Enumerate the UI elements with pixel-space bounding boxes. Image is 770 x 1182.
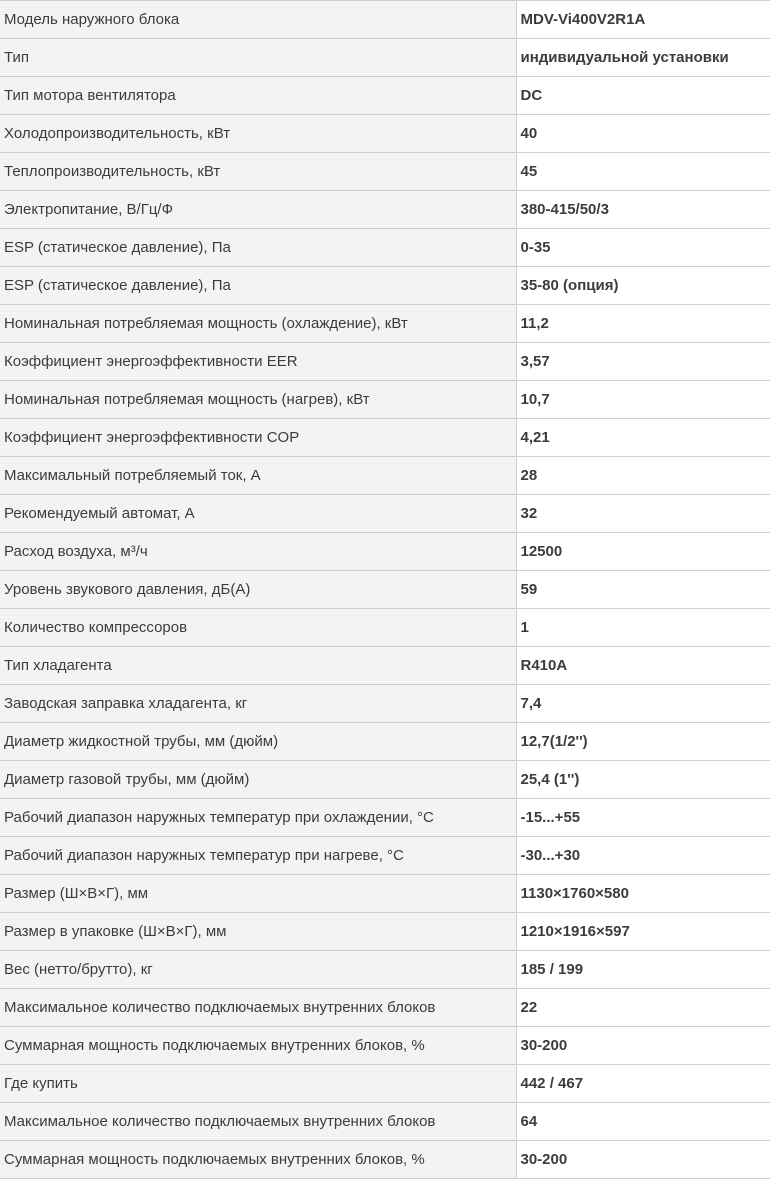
spec-label: Рекомендуемый автомат, А xyxy=(0,495,516,533)
spec-label: Суммарная мощность подключаемых внутренних блоков, % xyxy=(0,1027,516,1065)
spec-value: 12500 xyxy=(516,533,770,571)
spec-label: Уровень звукового давления, дБ(А) xyxy=(0,571,516,609)
spec-row xyxy=(0,381,770,419)
spec-label: Модель наружного блока xyxy=(0,1,516,39)
spec-label: Максимальное количество подключаемых внутренних блоков xyxy=(0,1103,516,1141)
spec-label: Тип xyxy=(0,39,516,77)
spec-row xyxy=(0,77,770,115)
spec-value: 4,21 xyxy=(516,419,770,457)
spec-value: 0-35 xyxy=(516,229,770,267)
spec-label: Холодопроизводительность, кВт xyxy=(0,115,516,153)
spec-label: Заводская заправка хладагента, кг xyxy=(0,685,516,723)
spec-label: ESP (статическое давление), Па xyxy=(0,267,516,305)
spec-value: 64 xyxy=(516,1103,770,1141)
spec-label: Тип мотора вентилятора xyxy=(0,77,516,115)
spec-value: 1130×1760×580 xyxy=(516,875,770,913)
spec-label: Теплопроизводительность, кВт xyxy=(0,153,516,191)
spec-value: 28 xyxy=(516,457,770,495)
spec-row xyxy=(0,533,770,571)
spec-label: Диаметр жидкостной трубы, мм (дюйм) xyxy=(0,723,516,761)
spec-value: 45 xyxy=(516,153,770,191)
spec-value: 40 xyxy=(516,115,770,153)
spec-label: Коэффициент энергоэффективности COP xyxy=(0,419,516,457)
spec-row xyxy=(0,1027,770,1065)
spec-value: 1210×1916×597 xyxy=(516,913,770,951)
spec-label: Диаметр газовой трубы, мм (дюйм) xyxy=(0,761,516,799)
spec-row xyxy=(0,685,770,723)
spec-value: 1 xyxy=(516,609,770,647)
spec-label: Рабочий диапазон наружных температур при нагреве, °С xyxy=(0,837,516,875)
spec-label: Количество компрессоров xyxy=(0,609,516,647)
spec-label: Коэффициент энергоэффективности EER xyxy=(0,343,516,381)
spec-value: 380-415/50/3 xyxy=(516,191,770,229)
spec-label: Суммарная мощность подключаемых внутренних блоков, % xyxy=(0,1141,516,1179)
spec-value: -30...+30 xyxy=(516,837,770,875)
spec-value: 25,4 (1'') xyxy=(516,761,770,799)
spec-value: 30-200 xyxy=(516,1141,770,1179)
spec-row xyxy=(0,1103,770,1141)
spec-value: R410A xyxy=(516,647,770,685)
spec-value: 32 xyxy=(516,495,770,533)
spec-row xyxy=(0,875,770,913)
spec-label: Номинальная потребляемая мощность (охлаждение), кВт xyxy=(0,305,516,343)
spec-row xyxy=(0,267,770,305)
spec-value: 3,57 xyxy=(516,343,770,381)
spec-row xyxy=(0,799,770,837)
spec-row xyxy=(0,153,770,191)
spec-label: Вес (нетто/брутто), кг xyxy=(0,951,516,989)
spec-label: Номинальная потребляемая мощность (нагрев), кВт xyxy=(0,381,516,419)
spec-value: индивидуальной установки xyxy=(516,39,770,77)
spec-label: Тип хладагента xyxy=(0,647,516,685)
spec-row xyxy=(0,609,770,647)
spec-value: -15...+55 xyxy=(516,799,770,837)
spec-value: 11,2 xyxy=(516,305,770,343)
spec-row xyxy=(0,305,770,343)
spec-value: 22 xyxy=(516,989,770,1027)
spec-label: Где купить xyxy=(0,1065,516,1103)
spec-table-body xyxy=(0,1,770,1179)
spec-value: 59 xyxy=(516,571,770,609)
spec-row xyxy=(0,647,770,685)
spec-row xyxy=(0,39,770,77)
spec-value: 185 / 199 xyxy=(516,951,770,989)
spec-value: 7,4 xyxy=(516,685,770,723)
spec-row xyxy=(0,723,770,761)
spec-value: DC xyxy=(516,77,770,115)
spec-value: 30-200 xyxy=(516,1027,770,1065)
spec-row xyxy=(0,951,770,989)
spec-row xyxy=(0,913,770,951)
spec-row xyxy=(0,495,770,533)
spec-label: Максимальный потребляемый ток, А xyxy=(0,457,516,495)
spec-row xyxy=(0,571,770,609)
spec-row xyxy=(0,1065,770,1103)
spec-label: Размер (Ш×В×Г), мм xyxy=(0,875,516,913)
spec-label: Электропитание, В/Гц/Ф xyxy=(0,191,516,229)
spec-label: Рабочий диапазон наружных температур при охлаждении, °С xyxy=(0,799,516,837)
spec-row xyxy=(0,1141,770,1179)
spec-row xyxy=(0,191,770,229)
spec-row xyxy=(0,419,770,457)
spec-row xyxy=(0,761,770,799)
spec-row xyxy=(0,343,770,381)
spec-value: 442 / 467 xyxy=(516,1065,770,1103)
spec-value: 35-80 (опция) xyxy=(516,267,770,305)
spec-row xyxy=(0,457,770,495)
spec-label: Максимальное количество подключаемых внутренних блоков xyxy=(0,989,516,1027)
spec-value: 10,7 xyxy=(516,381,770,419)
spec-label: ESP (статическое давление), Па xyxy=(0,229,516,267)
spec-row xyxy=(0,989,770,1027)
spec-row xyxy=(0,1,770,39)
spec-value: MDV-Vi400V2R1A xyxy=(516,1,770,39)
spec-row xyxy=(0,115,770,153)
spec-row xyxy=(0,837,770,875)
spec-value: 12,7(1/2'') xyxy=(516,723,770,761)
spec-label: Расход воздуха, м³/ч xyxy=(0,533,516,571)
spec-row xyxy=(0,229,770,267)
spec-label: Размер в упаковке (Ш×В×Г), мм xyxy=(0,913,516,951)
